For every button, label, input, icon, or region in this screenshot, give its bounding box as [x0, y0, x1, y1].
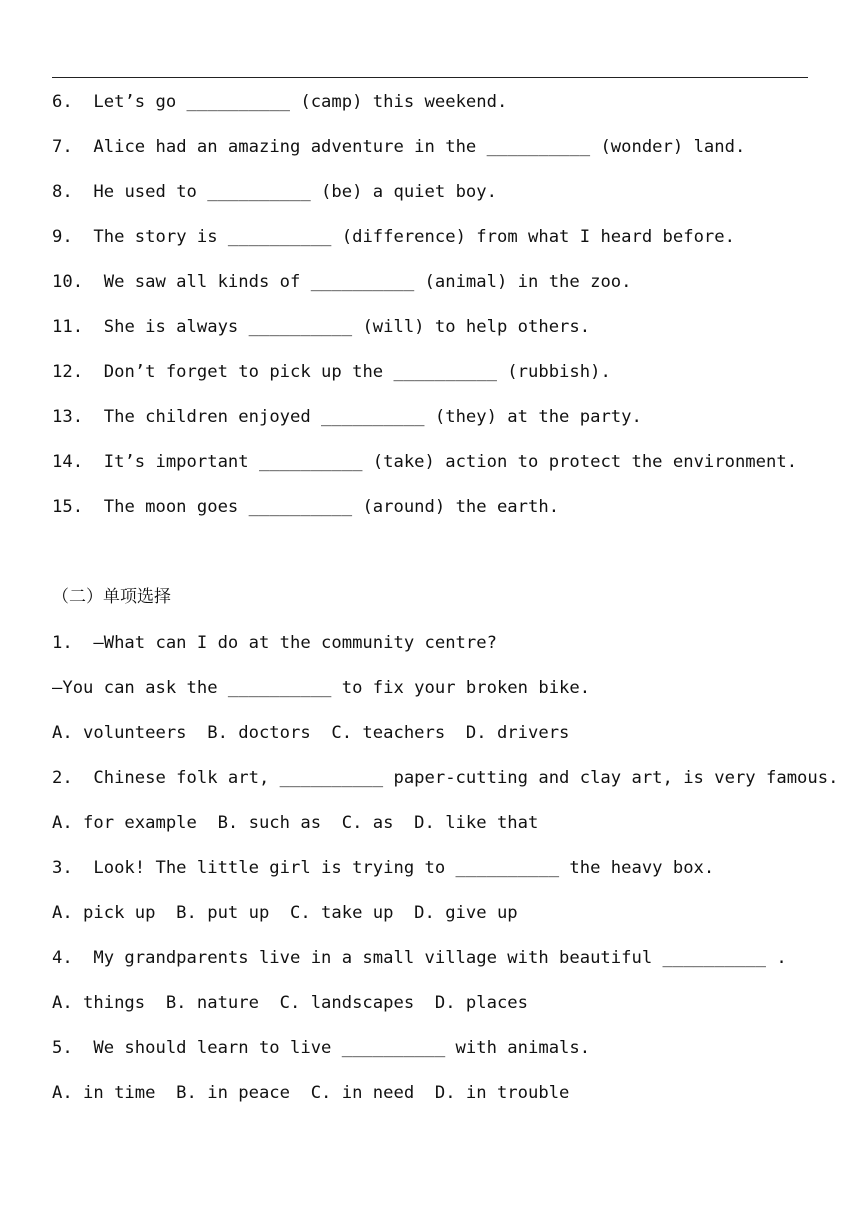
item-number: 14. — [52, 452, 84, 472]
item-text: Let’s go __________ (camp) this weekend. — [93, 92, 508, 112]
choice-question-4: 4. My grandparents live in a small village with beautiful __________ . — [52, 948, 787, 968]
choice-question-2: 2. Chinese folk art, __________ paper-cutting and clay art, is very famous. — [52, 768, 839, 788]
item-text: Alice had an amazing adventure in the __________ (wonder) land. — [93, 137, 746, 157]
item-number: 12. — [52, 362, 84, 382]
fill-item-13 — [52, 406, 642, 428]
fill-item-14 — [52, 451, 797, 473]
item-text: It’s important __________ (take) action to protect the environment. — [103, 452, 798, 472]
item-text: The story is __________ (difference) from what I heard before. — [93, 227, 735, 247]
item-number: 15. — [52, 497, 84, 517]
choice-options-4: A. things B. nature C. landscapes D. places — [52, 993, 528, 1013]
item-number: 13. — [52, 407, 84, 427]
item-number: 6. — [52, 92, 73, 112]
choice-options-3: A. pick up B. put up C. take up D. give up — [52, 903, 518, 923]
item-text: The moon goes __________ (around) the earth. — [103, 497, 560, 517]
item-text: She is always __________ (will) to help others. — [103, 317, 591, 337]
fill-item-8 — [52, 181, 497, 203]
choice-question-1-reply: —You can ask the __________ to fix your broken bike. — [52, 678, 591, 698]
item-number: 7. — [52, 137, 73, 157]
item-text: Don’t forget to pick up the __________ (rubbish). — [103, 362, 611, 382]
item-text: He used to __________ (be) a quiet boy. — [93, 182, 497, 202]
fill-item-12 — [52, 361, 611, 383]
fill-item-10 — [52, 271, 632, 293]
section-title: （二）单项选择 — [52, 587, 171, 607]
fill-item-9 — [52, 226, 735, 248]
fill-item-6 — [52, 91, 507, 113]
item-number: 8. — [52, 182, 73, 202]
fill-item-7 — [52, 136, 745, 158]
choice-options-2: A. for example B. such as C. as D. like that — [52, 813, 539, 833]
fill-item-15 — [52, 496, 559, 518]
header-rule — [52, 77, 808, 78]
item-text: The children enjoyed __________ (they) at the party. — [103, 407, 642, 427]
item-number: 10. — [52, 272, 84, 292]
choice-question-5: 5. We should learn to live __________ with animals. — [52, 1038, 591, 1058]
choice-question-1: 1. —What can I do at the community centre? — [52, 633, 497, 653]
choice-options-5: A. in time B. in peace C. in need D. in trouble — [52, 1083, 570, 1103]
choice-options-1: A. volunteers B. doctors C. teachers D. drivers — [52, 723, 570, 743]
choice-question-3: 3. Look! The little girl is trying to __________ the heavy box. — [52, 858, 715, 878]
item-text: We saw all kinds of __________ (animal) in the zoo. — [103, 272, 632, 292]
fill-item-11 — [52, 316, 590, 338]
item-number: 11. — [52, 317, 84, 337]
item-number: 9. — [52, 227, 73, 247]
